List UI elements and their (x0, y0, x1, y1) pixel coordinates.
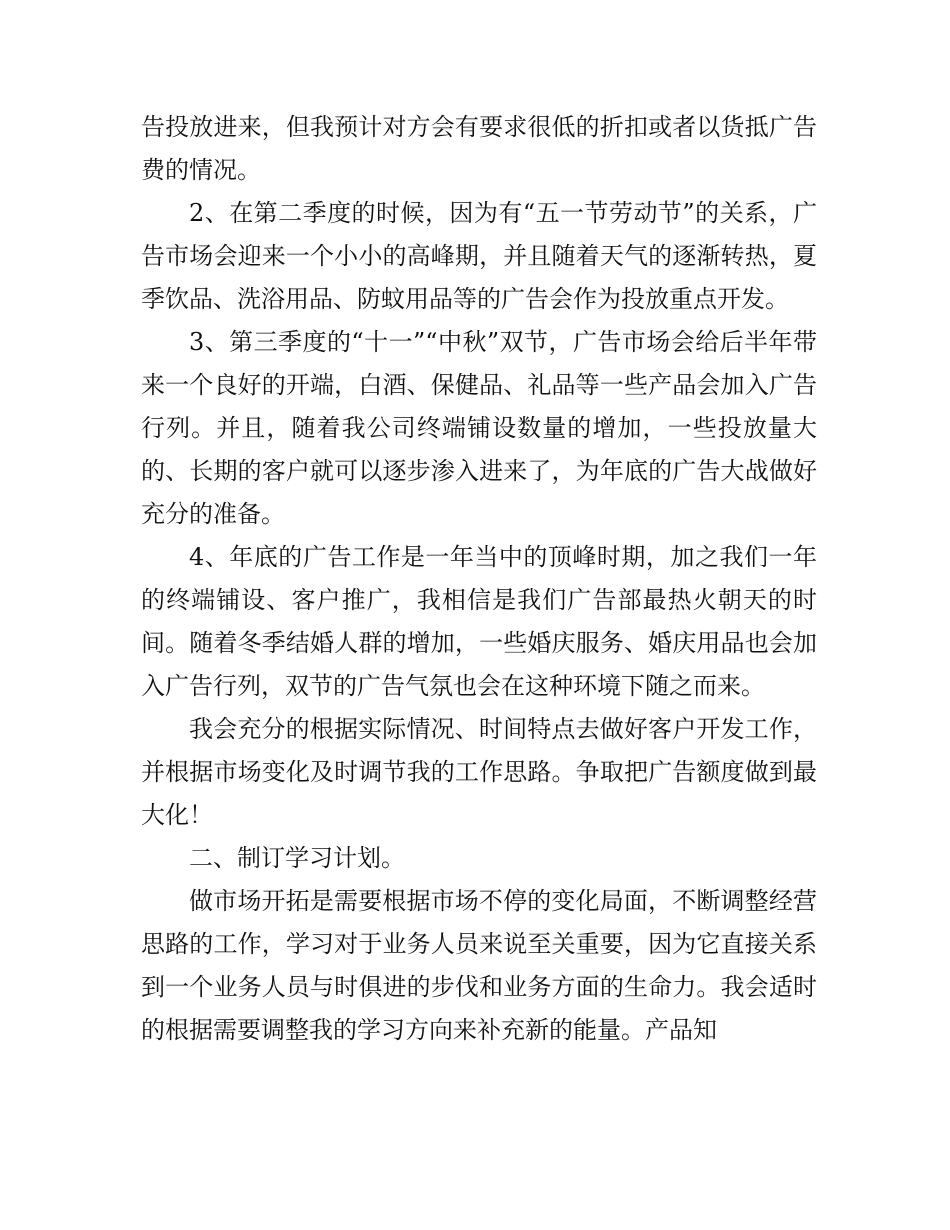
paragraph-third-quarter: 3、第三季度的“十一”“中秋”双节，广告市场会给后半年带来一个良好的开端，白酒、保健品、礼品等一些产品会加入广告行列。并且，随着我公司终端铺设数量的增加，一些投放量大的、长期的客户就可以逐步渗入进来了，为年底的广告大战做好充分的准备。 (141, 328, 817, 528)
paragraph-continuation: 告投放进来，但我预计对方会有要求很低的折扣或者以货抵广告费的情况。 (141, 113, 817, 184)
section-heading-study-plan: 二、制订学习计划。 (189, 844, 405, 872)
document-body (141, 106, 817, 1052)
paragraph-year-end: 4、年底的广告工作是一年当中的顶峰时期，加之我们一年的终端铺设、客户推广，我相信是我们广告部最热火朝天的时间。随着冬季结婚人群的增加，一些婚庆服务、婚庆用品也会加入广告行列，双节的广告气氛也会在这种环境下随之而来。 (141, 543, 817, 700)
paragraph-client-development: 我会充分的根据实际情况、时间特点去做好客户开发工作，并根据市场变化及时调节我的工作思路。争取把广告额度做到最大化！ (141, 715, 817, 829)
paragraph-second-quarter: 2、在第二季度的时候，因为有“五一节劳动节”的关系，广告市场会迎来一个小小的高峰期，并且随着天气的逐渐转热，夏季饮品、洗浴用品、防蚊用品等的广告会作为投放重点开发。 (141, 199, 817, 313)
paragraph-study-plan: 做市场开拓是需要根据市场不停的变化局面，不断调整经营思路的工作，学习对于业务人员来说至关重要，因为它直接关系到一个业务人员与时俱进的步伐和业务方面的生命力。我会适时的根据需要调整我的学习方向来补充新的能量。产品知 (141, 887, 817, 1044)
